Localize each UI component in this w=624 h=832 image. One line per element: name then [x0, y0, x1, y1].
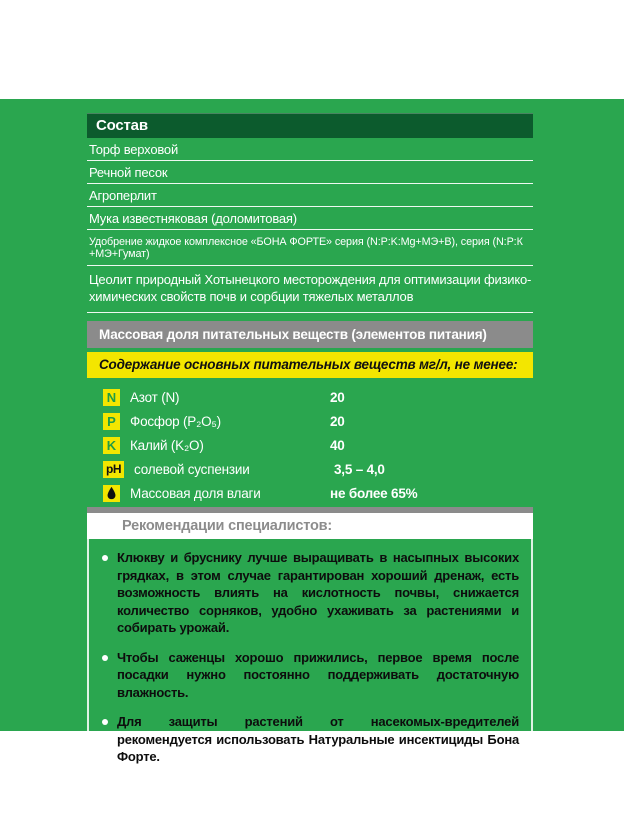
nutrients-subheader-bar: Содержание основных питательных веществ мг/л, не менее: — [87, 352, 533, 378]
bullet-icon — [102, 655, 108, 661]
droplet-icon — [103, 485, 120, 502]
nutrient-row-phosphorus — [87, 409, 533, 433]
composition-title: Состав — [87, 113, 533, 138]
recommendation-text: Для защиты растений от насекомых-вредителей рекомендуется использовать Натуральные инсектициды Бона Форте. — [117, 714, 519, 764]
nutrient-value: 40 — [330, 437, 345, 453]
nutrients-table — [87, 385, 533, 505]
nutrient-value: 20 — [330, 389, 345, 405]
potassium-icon: K — [103, 437, 120, 454]
list-item — [99, 549, 519, 637]
nutrient-name: Калий (K₂O) — [130, 437, 204, 453]
nutrient-value: 3,5 – 4,0 — [334, 461, 385, 477]
label-content — [87, 99, 533, 778]
recommendations-list — [87, 539, 533, 778]
phosphorus-icon: P — [103, 413, 120, 430]
bullet-icon — [102, 555, 108, 561]
nutrient-row-nitrogen — [87, 385, 533, 409]
recommendation-text: Чтобы саженцы хорошо прижились, первое время после посадки нужно постоянно поддерживать достаточную влажность. — [117, 649, 519, 700]
nutrient-name: Фосфор (P₂O₅) — [130, 413, 221, 429]
composition-item: Речной песок — [87, 161, 533, 184]
nutrient-name: Азот (N) — [130, 389, 180, 405]
bullet-icon — [102, 719, 108, 725]
composition-item: Цеолит природный Хотынецкого месторождения для оптимизации физико-химических свойств почв и сорбции тяжелых металлов — [87, 266, 533, 313]
nutrient-row-moisture — [87, 481, 533, 505]
composition-item: Мука известняковая (доломитовая) — [87, 207, 533, 230]
recommendations-section — [87, 507, 533, 778]
nutrient-name: Массовая доля влаги — [130, 485, 261, 501]
label-green-panel — [0, 99, 624, 764]
nutrients-header-bar: Массовая доля питательных веществ (элементов питания) — [87, 321, 533, 348]
nutrient-row-ph — [87, 457, 533, 481]
composition-item: Удобрение жидкое комплексное «БОНА ФОРТЕ» серия (N:P:K:Mg+МЭ+В), серия (N:P:К +МЭ+Гумат) — [87, 230, 533, 266]
nutrient-name: солевой суспензии — [134, 461, 250, 477]
nitrogen-icon: N — [103, 389, 120, 406]
nutrient-value: не более 65% — [330, 485, 418, 501]
recommendation-text: Клюкву и бруснику лучше выращивать в насыпных высоких грядках, в этом случае гарантирован хороший дренаж, есть возможность влиять на кислотность почвы, снижается количество сорняков, удобно ухаживать за растениями и собирать урожай. — [117, 550, 519, 635]
recommendations-title: Рекомендации специалистов: — [87, 513, 533, 539]
nutrient-row-potassium — [87, 433, 533, 457]
composition-item: Агроперлит — [87, 184, 533, 207]
list-item — [99, 649, 519, 702]
list-item — [99, 713, 519, 766]
nutrient-value: 20 — [330, 413, 345, 429]
ph-icon: pH — [103, 461, 124, 478]
composition-item: Торф верховой — [87, 138, 533, 161]
